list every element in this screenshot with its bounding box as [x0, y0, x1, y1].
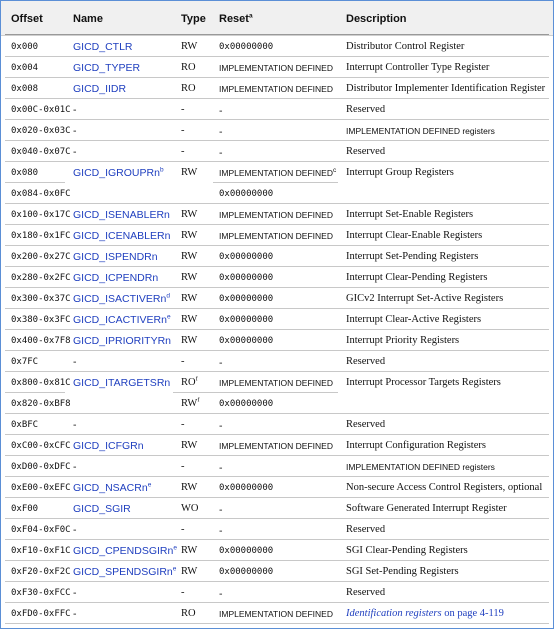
register-name: GICD_NSACRn: [73, 482, 148, 494]
type-footnote: f: [197, 396, 200, 404]
offset-cell: 0x300-0x37C: [11, 294, 71, 304]
type-value: RW: [181, 314, 198, 325]
reset-cell: [219, 609, 333, 619]
type-value: RW: [181, 209, 198, 220]
description-cell: SGI Set-Pending Registers: [346, 566, 459, 577]
reset-value: 0x00000000: [219, 336, 274, 346]
type-value: RW: [181, 167, 198, 178]
reset-cell: [219, 126, 223, 138]
reset-cell: [219, 105, 223, 117]
subrow-divider: [5, 392, 65, 393]
table-row: [1, 287, 553, 308]
table-row: [1, 497, 553, 518]
type-value: -: [181, 524, 185, 535]
offset-cell: 0xF10-0xF1C: [11, 546, 71, 556]
reset-value: -: [219, 504, 223, 516]
reset-cell: [219, 420, 223, 432]
table-row: [1, 308, 553, 329]
table-row: [1, 476, 553, 497]
type-cell: [181, 545, 197, 556]
header-reset-footnote: a: [248, 12, 253, 20]
type-value: RO: [181, 608, 196, 619]
reset-cell-secondary: 0x00000000: [219, 399, 274, 409]
type-cell: [181, 440, 197, 451]
offset-cell: 0x040-0x07C: [11, 147, 71, 157]
name-cell: -: [73, 608, 77, 620]
type-value: RO: [181, 83, 196, 94]
description-cell: Reserved: [346, 524, 386, 535]
type-value: -: [181, 587, 185, 598]
type-value: RW: [181, 293, 198, 304]
type-value: RW: [181, 545, 198, 556]
offset-cell: 0x020-0x03C: [11, 126, 71, 136]
offset-cell: 0x004: [11, 63, 39, 73]
register-name: GICD_IPRIORITYRn: [73, 335, 172, 347]
register-link[interactable]: [73, 482, 151, 494]
reset-value: 0x00000000: [219, 315, 274, 325]
name-cell: -: [73, 461, 77, 473]
register-name: GICD_IGROUPRn: [73, 167, 160, 179]
register-name: GICD_ISENABLERn: [73, 209, 170, 221]
register-link[interactable]: [73, 440, 144, 452]
subrow-divider: [213, 182, 338, 183]
name-footnote: d: [166, 292, 170, 300]
offset-cell: 0x400-0x7F8: [11, 336, 71, 346]
description-cell: Interrupt Priority Registers: [346, 335, 460, 346]
header-reset: [219, 13, 253, 25]
reset-cell: [219, 294, 273, 304]
table-row: [1, 224, 553, 245]
register-link[interactable]: [73, 251, 158, 263]
type-cell: [181, 125, 185, 136]
offset-cell: 0x080: [11, 168, 39, 178]
name-cell: -: [73, 587, 77, 599]
subrow-divider: [213, 392, 338, 393]
type-value: RW: [181, 482, 198, 493]
name-cell: -: [73, 356, 77, 368]
table-row: [1, 203, 553, 224]
table-row: [1, 77, 553, 98]
reset-cell: [219, 84, 333, 94]
type-value: -: [181, 356, 185, 367]
register-link[interactable]: [73, 83, 126, 95]
offset-cell: 0xF00: [11, 504, 39, 514]
register-link[interactable]: [73, 293, 170, 305]
table-row: [1, 602, 553, 623]
type-value: -: [181, 125, 185, 136]
register-name: GICD_ICACTIVERn: [73, 314, 167, 326]
register-link[interactable]: [73, 41, 133, 53]
header-description: Description: [346, 13, 407, 25]
table-row: [1, 434, 553, 455]
type-value: RW: [181, 41, 198, 52]
description-cell: Interrupt Clear-Pending Registers: [346, 272, 488, 283]
description-cell: Software Generated Interrupt Register: [346, 503, 507, 514]
reset-cell: [219, 462, 223, 474]
name-footnote: e: [147, 481, 152, 489]
table-row: [1, 581, 553, 602]
reset-cell: [219, 231, 333, 241]
register-name: GICD_ICPENDRn: [73, 272, 159, 284]
type-cell: [181, 251, 197, 262]
description-cell: Reserved: [346, 356, 386, 367]
table-row: [1, 161, 553, 203]
type-cell: [181, 482, 197, 493]
description-cell: Reserved: [346, 419, 386, 430]
register-name: GICD_TYPER: [73, 62, 141, 74]
description-cell: IMPLEMENTATION DEFINED registers: [346, 126, 495, 136]
subrow-divider: [5, 182, 65, 183]
description-cell: Reserved: [346, 587, 386, 598]
name-footnote: b: [159, 166, 164, 174]
type-value: RW: [181, 272, 198, 283]
offset-cell: 0x380-0x3FC: [11, 315, 71, 325]
table-row: [1, 140, 553, 161]
type-cell: [181, 419, 185, 430]
offset-cell: 0xF30-0xFCC: [11, 588, 71, 598]
table-header: [1, 1, 553, 36]
name-footnote: e: [166, 313, 171, 321]
name-footnote: e: [173, 544, 177, 552]
type-cell: [181, 335, 197, 346]
reset-value: IMPLEMENTATION DEFINED: [219, 609, 333, 619]
offset-cell-secondary: 0x820-0xBF8: [11, 399, 71, 409]
description-cell: Interrupt Configuration Registers: [346, 440, 486, 451]
reset-cell: [219, 525, 223, 537]
offset-cell: 0x008: [11, 84, 39, 94]
register-link[interactable]: [73, 272, 158, 284]
reset-cell: [219, 567, 273, 577]
reset-cell: [219, 315, 273, 325]
table-row: [1, 560, 553, 581]
reset-value: 0x00000000: [219, 252, 274, 262]
row-divider: [5, 623, 549, 624]
header-reset-label: Reset: [219, 13, 249, 25]
reset-cell: [219, 441, 333, 451]
description-cell: Reserved: [346, 146, 386, 157]
name-footnote: e: [172, 565, 177, 573]
type-cell: [181, 272, 197, 283]
table-row: [1, 329, 553, 350]
table-row: [1, 350, 553, 371]
type-value: RW: [181, 251, 198, 262]
register-name: GICD_ISACTIVERn: [73, 293, 167, 305]
description-cell: IMPLEMENTATION DEFINED registers: [346, 462, 495, 472]
reset-value: -: [219, 462, 223, 474]
reset-value: -: [219, 420, 223, 432]
page-reference[interactable]: on page 4-119: [441, 608, 504, 619]
description-cell: Interrupt Set-Pending Registers: [346, 251, 479, 262]
type-value: RO: [181, 377, 196, 388]
table-row: [1, 35, 553, 56]
reset-value: 0x00000000: [219, 42, 274, 52]
type-cell: [181, 83, 196, 94]
type-cell: [181, 503, 199, 514]
header-offset: Offset: [11, 13, 43, 25]
reset-value: 0x00000000: [219, 273, 274, 283]
register-name: GICD_SPENDSGIRn: [73, 566, 173, 578]
name-cell: -: [73, 125, 77, 137]
reset-cell: [219, 546, 273, 556]
description-cell: Interrupt Controller Type Register: [346, 62, 490, 73]
reset-value: IMPLEMENTATION DEFINED: [219, 210, 333, 220]
reset-value: IMPLEMENTATION DEFINED: [219, 168, 333, 178]
type-cell: [181, 314, 197, 325]
description-cell: Non-secure Access Control Registers, optional: [346, 482, 543, 493]
name-cell: -: [73, 146, 77, 158]
register-name: GICD_ICFGRn: [73, 440, 144, 452]
reset-cell: [219, 273, 273, 283]
type-cell: [181, 587, 185, 598]
type-cell: [181, 293, 197, 304]
offset-cell: 0x180-0x1FC: [11, 231, 71, 241]
type-cell: [181, 104, 185, 115]
reset-value: IMPLEMENTATION DEFINED: [219, 231, 333, 241]
description-cell: Interrupt Clear-Enable Registers: [346, 230, 483, 241]
reset-value: IMPLEMENTATION DEFINED: [219, 441, 333, 451]
subrow-divider: [173, 392, 213, 393]
description-cell: Interrupt Clear-Active Registers: [346, 314, 482, 325]
offset-cell: 0xC00-0xCFC: [11, 441, 71, 451]
table-row: [1, 56, 553, 77]
name-cell: -: [73, 104, 77, 116]
reset-cell: [219, 504, 223, 516]
table-row: [1, 266, 553, 287]
type-value: -: [181, 419, 185, 430]
reset-cell: [219, 42, 273, 52]
reset-cell: [219, 588, 223, 600]
type-cell: [181, 377, 198, 388]
table-row: [1, 518, 553, 539]
register-link[interactable]: [73, 167, 164, 179]
reset-value: 0x00000000: [219, 294, 274, 304]
type-cell: [181, 62, 196, 73]
offset-cell: 0xD00-0xDFC: [11, 462, 71, 472]
reset-value: -: [219, 357, 223, 369]
offset-cell: 0x280-0x2FC: [11, 273, 71, 283]
reset-cell: [219, 252, 273, 262]
type-value: RW: [181, 440, 198, 451]
reset-cell: [219, 63, 333, 73]
type-footnote: f: [195, 375, 198, 383]
reset-cell: [219, 210, 333, 220]
type-cell: [181, 167, 197, 178]
type-cell-secondary: [181, 398, 200, 409]
description-cell: Distributor Control Register: [346, 41, 465, 52]
description-cell: [346, 608, 504, 619]
description-cell: Distributor Implementer Identification Register: [346, 83, 546, 94]
register-link[interactable]: [73, 545, 177, 557]
reset-value: IMPLEMENTATION DEFINED: [219, 84, 333, 94]
description-cell: SGI Clear-Pending Registers: [346, 545, 468, 556]
table-row: [1, 371, 553, 413]
offset-cell: 0x100-0x17C: [11, 210, 71, 220]
type-value: RW: [181, 335, 198, 346]
register-link[interactable]: [73, 62, 140, 74]
register-name: GICD_IIDR: [73, 83, 127, 95]
table-row: [1, 119, 553, 140]
reset-cell: [219, 483, 273, 493]
reset-value: -: [219, 105, 223, 117]
register-name: GICD_SGIR: [73, 503, 131, 515]
type-value: WO: [181, 503, 199, 514]
register-link[interactable]: [73, 566, 176, 578]
reset-value: -: [219, 525, 223, 537]
description-cell: Interrupt Set-Enable Registers: [346, 209, 474, 220]
type-cell: [181, 41, 197, 52]
reset-cell: [219, 357, 223, 369]
type-cell: [181, 461, 185, 472]
name-cell: -: [73, 419, 77, 431]
reset-footnote: c: [332, 167, 337, 175]
register-name: GICD_CPENDSGIRn: [73, 545, 174, 557]
type-cell: [181, 356, 185, 367]
offset-cell: 0xFD0-0xFFC: [11, 609, 71, 619]
table-row: [1, 539, 553, 560]
register-name: GICD_ICENABLERn: [73, 230, 171, 242]
type-value: RW: [181, 398, 198, 409]
type-cell: [181, 209, 197, 220]
register-link[interactable]: [73, 335, 171, 347]
description-cell: Interrupt Processor Targets Registers: [346, 377, 501, 388]
offset-cell: 0xF20-0xF2C: [11, 567, 71, 577]
table-row: [1, 98, 553, 119]
reset-cell: [219, 147, 223, 159]
register-link[interactable]: [73, 377, 170, 389]
offset-cell: 0xF04-0xF0C: [11, 525, 71, 535]
description-cell: GICv2 Interrupt Set-Active Registers: [346, 293, 504, 304]
offset-cell: 0xE00-0xEFC: [11, 483, 71, 493]
type-value: -: [181, 461, 185, 472]
offset-cell: 0x200-0x27C: [11, 252, 71, 262]
type-value: RW: [181, 566, 198, 577]
offset-cell: 0x000: [11, 42, 39, 52]
type-value: -: [181, 104, 185, 115]
register-link[interactable]: [73, 230, 170, 242]
offset-cell: 0xBFC: [11, 420, 39, 430]
register-link[interactable]: [73, 314, 171, 326]
offset-cell: 0x800-0x81C: [11, 378, 71, 388]
identification-registers-link[interactable]: Identification registers: [346, 608, 442, 619]
description-cell: Interrupt Group Registers: [346, 167, 454, 178]
type-value: RW: [181, 230, 198, 241]
reset-value: 0x00000000: [219, 567, 274, 577]
register-name: GICD_ITARGETSRn: [73, 377, 171, 389]
reset-value: IMPLEMENTATION DEFINED: [219, 63, 333, 73]
offset-cell-secondary: 0x084-0x0FC: [11, 189, 71, 199]
type-value: RO: [181, 62, 196, 73]
reset-value: -: [219, 588, 223, 600]
table-row: [1, 245, 553, 266]
description-cell: Reserved: [346, 104, 386, 115]
offset-cell: 0x00C-0x01C: [11, 105, 71, 115]
type-cell: [181, 230, 197, 241]
table-row: [1, 413, 553, 434]
name-cell: -: [73, 524, 77, 536]
reset-cell-secondary: 0x00000000: [219, 189, 274, 199]
register-name: GICD_CTLR: [73, 41, 133, 53]
offset-cell: 0x7FC: [11, 357, 39, 367]
reset-value: -: [219, 126, 223, 138]
type-cell: [181, 608, 196, 619]
reset-value: IMPLEMENTATION DEFINED: [219, 378, 333, 388]
register-name: GICD_ISPENDRn: [73, 251, 158, 263]
register-link[interactable]: [73, 503, 131, 515]
header-name: Name: [73, 13, 103, 25]
reset-value: -: [219, 147, 223, 159]
type-cell: [181, 146, 185, 157]
reset-value: 0x00000000: [219, 483, 274, 493]
reset-cell: [219, 168, 336, 178]
type-cell: [181, 524, 185, 535]
register-link[interactable]: [73, 209, 170, 221]
header-type: Type: [181, 13, 206, 25]
type-cell: [181, 566, 197, 577]
reset-value: 0x00000000: [219, 546, 274, 556]
type-value: -: [181, 146, 185, 157]
reset-cell: [219, 378, 333, 388]
reset-cell: [219, 336, 273, 346]
table-row: [1, 455, 553, 476]
